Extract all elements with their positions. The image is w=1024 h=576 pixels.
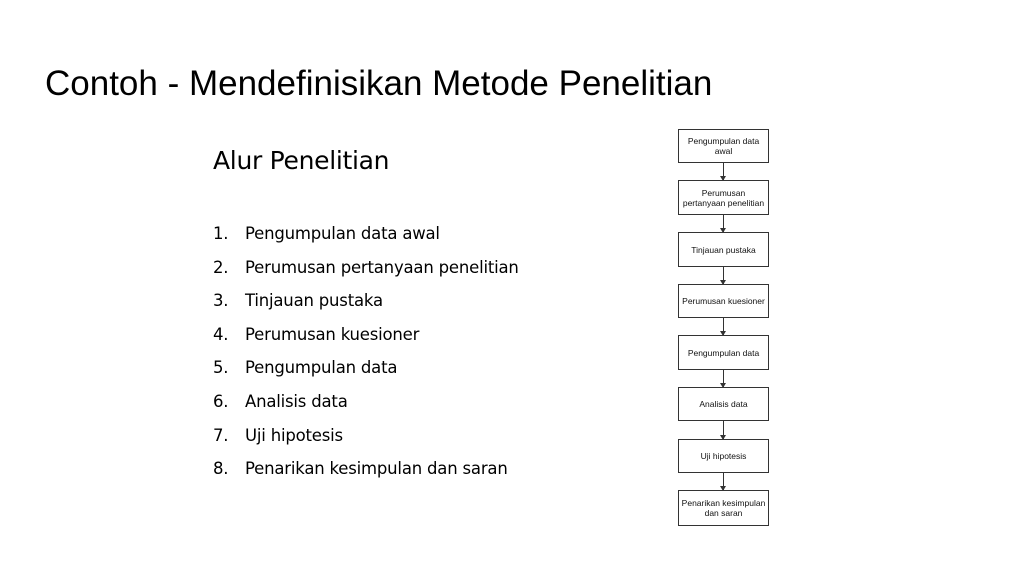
list-item-number: 4. [213, 324, 229, 344]
section-heading: Alur Penelitian [213, 146, 390, 175]
list-item-label: Analisis data [245, 391, 348, 411]
list-item-number: 1. [213, 224, 229, 243]
list-item-label: Perumusan kuesioner [245, 324, 420, 344]
flowchart-arrow [723, 370, 724, 387]
list-item-number: 2. [213, 257, 229, 277]
list-item-number: 3. [213, 291, 229, 311]
flowchart-arrow [723, 163, 724, 180]
flowchart-arrow [723, 421, 724, 439]
list-item-label: Tinjauan pustaka [245, 291, 383, 311]
flowchart-arrow [723, 267, 724, 284]
flowchart-node-pengumpulan-data: Pengumpulan data [678, 335, 769, 370]
flowchart-node-perumusan-kuesioner: Perumusan kuesioner [678, 284, 769, 318]
list-item-label: Pengumpulan data [245, 358, 398, 378]
flowchart-node-analisis-data: Analisis data [678, 387, 769, 421]
flowchart-arrow [723, 473, 724, 490]
flowchart-arrow [723, 318, 724, 335]
list-item-number: 6. [213, 391, 229, 411]
flowchart-node-uji-hipotesis: Uji hipotesis [678, 439, 769, 473]
list-item-label: Perumusan pertanyaan penelitian [245, 257, 519, 277]
flowchart-node-pengumpulan-data-awal: Pengumpulan data awal [678, 129, 769, 163]
list-item-label: Pengumpulan data awal [245, 224, 440, 243]
list-item-label: Uji hipotesis [245, 425, 343, 445]
list-item-number: 5. [213, 358, 229, 378]
flowchart-arrow [723, 215, 724, 232]
slide-title: Contoh - Mendefinisikan Metode Penelitian [45, 64, 713, 103]
list-item-label: Penarikan kesimpulan dan saran [245, 459, 508, 479]
flowchart-node-penarikan-kesimpulan: Penarikan kesimpulan dan saran [678, 490, 769, 526]
flowchart-node-tinjauan-pustaka: Tinjauan pustaka [678, 232, 769, 267]
list-item-number: 8. [213, 459, 229, 479]
list-item-number: 7. [213, 425, 229, 445]
flowchart-node-perumusan-pertanyaan: Perumusan pertanyaan penelitian [678, 180, 769, 215]
